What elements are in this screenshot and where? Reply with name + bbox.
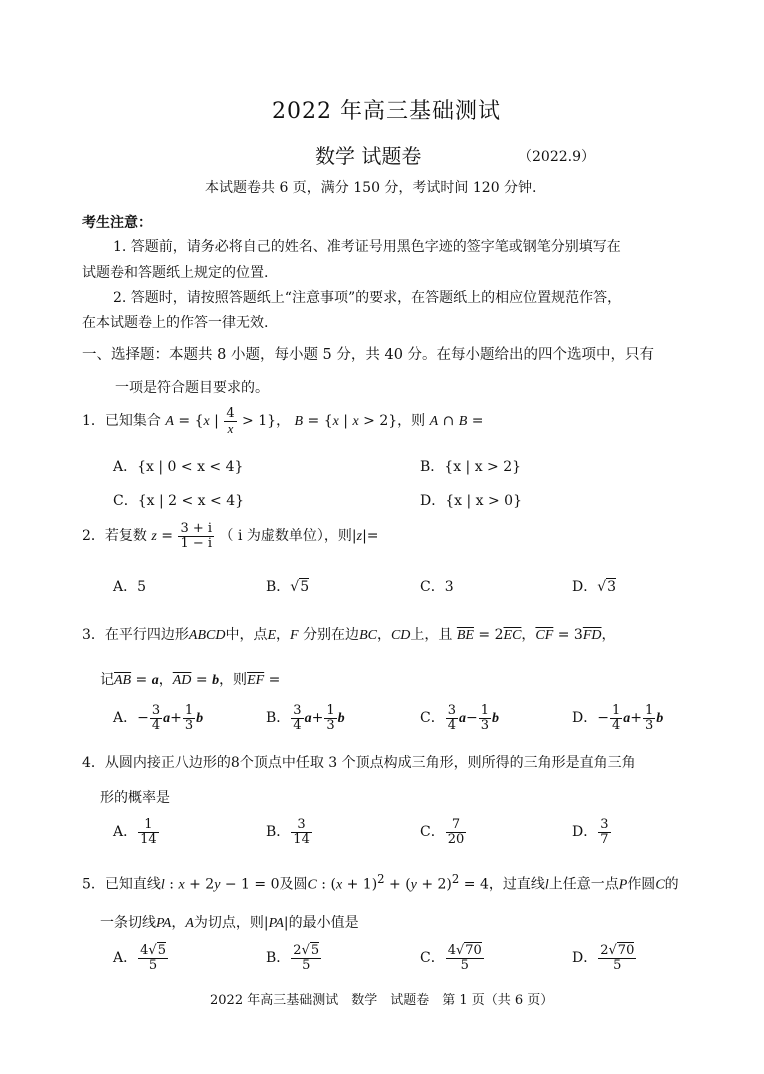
q1-fraction: $\frac{4}{x}$ xyxy=(226,406,235,436)
q1-option-c: C．{x | 2 < x < 4} xyxy=(113,493,245,509)
q4-option-a: A． $\frac{1}{14}$ xyxy=(113,817,157,847)
q5-option-a: A． $\frac{4√5}{5}$ xyxy=(113,943,166,973)
exam-date: （2022.9） xyxy=(518,149,595,165)
q2-note: （ i 为虚数单位），则| xyxy=(219,528,357,545)
question-1-stem: 1．已知集合 A = {x | $\frac{4}{x}$ > 1}， B = {x | x > 2}，则 A ∩ B = xyxy=(82,406,484,436)
question-3-line1: 3．在平行四边形ABCD中，点E，F 分别在边BC，CD上，且 $\overline{BE} = 2\overline{EC}$，$\overline{CF} = 3\overline{FD}$， xyxy=(82,627,616,643)
question-5-line2: 一条切线PA，A为切点，则|PA|的最小值是 xyxy=(100,915,359,931)
exam-info: 本试题卷共 6 页，满分 150 分，考试时间 120 分钟. xyxy=(205,180,537,196)
q3-option-b: B． $\frac{3}{4}$ a+ $\frac{1}{3}$ b xyxy=(266,703,345,733)
q1-sep: ， xyxy=(276,413,291,430)
q2-option-c: C．3 xyxy=(420,579,454,595)
page-footer: 2022 年高三基础测试 数学 试题卷 第 1 页（共 6 页） xyxy=(210,993,554,1008)
notice-heading: 考生注意： xyxy=(82,215,152,231)
q2-option-b: B．√5 xyxy=(266,579,310,595)
question-2-stem: 2．若复数 z = $\frac{3 + i}{1 - i}$ （ i 为虚数单位），则|z|= xyxy=(82,521,379,551)
q5-option-c: C． $\frac{4√70}{5}$ xyxy=(420,943,482,973)
q4-option-d: D． $\frac{3}{7}$ xyxy=(572,817,609,847)
q1-option-b: B．{x | x > 2} xyxy=(420,459,522,475)
question-5-line1: 5．已知直线l : x + 2y − 1 = 0及圆C : $(x + 1)^2 + (y + 2)^2 = 4$，过直线l上任意一点P作圆C的 xyxy=(82,872,679,893)
q1-lead: 1．已知集合 xyxy=(82,413,161,430)
exam-title: 2022 年高三基础测试 xyxy=(272,99,501,124)
section-heading-line1: 一、选择题：本题共 8 小题，每小题 5 分，共 40 分。在每小题给出的四个选项中，只有 xyxy=(82,347,655,363)
q3-option-a: A．− $\frac{3}{4}$ a+ $\frac{1}{3}$ b xyxy=(113,703,204,733)
q2-option-a: A．5 xyxy=(113,579,147,595)
q3-option-c: C． $\frac{3}{4}$ a− $\frac{1}{3}$ b xyxy=(420,703,500,733)
q1-option-a: A．{x | 0 < x < 4} xyxy=(113,459,244,475)
exam-subtitle: 数学 试题卷 xyxy=(315,144,422,168)
q4-option-b: B． $\frac{3}{14}$ xyxy=(266,817,310,847)
section-heading-line2: 一项是符合题目要求的。 xyxy=(115,380,269,396)
q2-fraction: $\frac{3 + i}{1 - i}$ xyxy=(180,521,213,551)
notice-item2-line2: 在本试题卷上的作答一律无效. xyxy=(82,315,269,331)
question-3-line2: 记$\overline{AB} = a$，$\overline{AD} = b$，则$\overline{EF}$ = xyxy=(100,672,281,688)
notice-item1-line1: 1. 答题前，请务必将自己的姓名、准考证号用黑色字迹的签字笔或钢笔分别填写在 xyxy=(113,239,621,255)
q2-end: |= xyxy=(362,528,379,545)
q2-lead: 2．若复数 xyxy=(82,528,147,545)
notice-item1-line2: 试题卷和答题纸上规定的位置. xyxy=(82,265,269,281)
question-4-line2: 形的概率是 xyxy=(100,790,170,806)
q1-tail: ，则 xyxy=(397,413,426,430)
question-4-line1: 4．从圆内接正八边形的8个顶点中任取 3 个顶点构成三角形，则所得的三角形是直角三角 xyxy=(82,755,636,771)
q2-option-d: D．√3 xyxy=(572,579,617,595)
q1-option-d: D．{x | x > 0} xyxy=(420,493,522,509)
notice-item2-line1: 2. 答题时，请按照答题纸上“注意事项”的要求，在答题纸上的相应位置规范作答， xyxy=(113,290,622,306)
q5-option-d: D． $\frac{2√70}{5}$ xyxy=(572,943,635,973)
q5-option-b: B． $\frac{2√5}{5}$ xyxy=(266,943,320,973)
q3-option-d: D．− $\frac{1}{4}$ a+ $\frac{1}{3}$ b xyxy=(572,703,664,733)
q4-option-c: C． $\frac{7}{20}$ xyxy=(420,817,465,847)
